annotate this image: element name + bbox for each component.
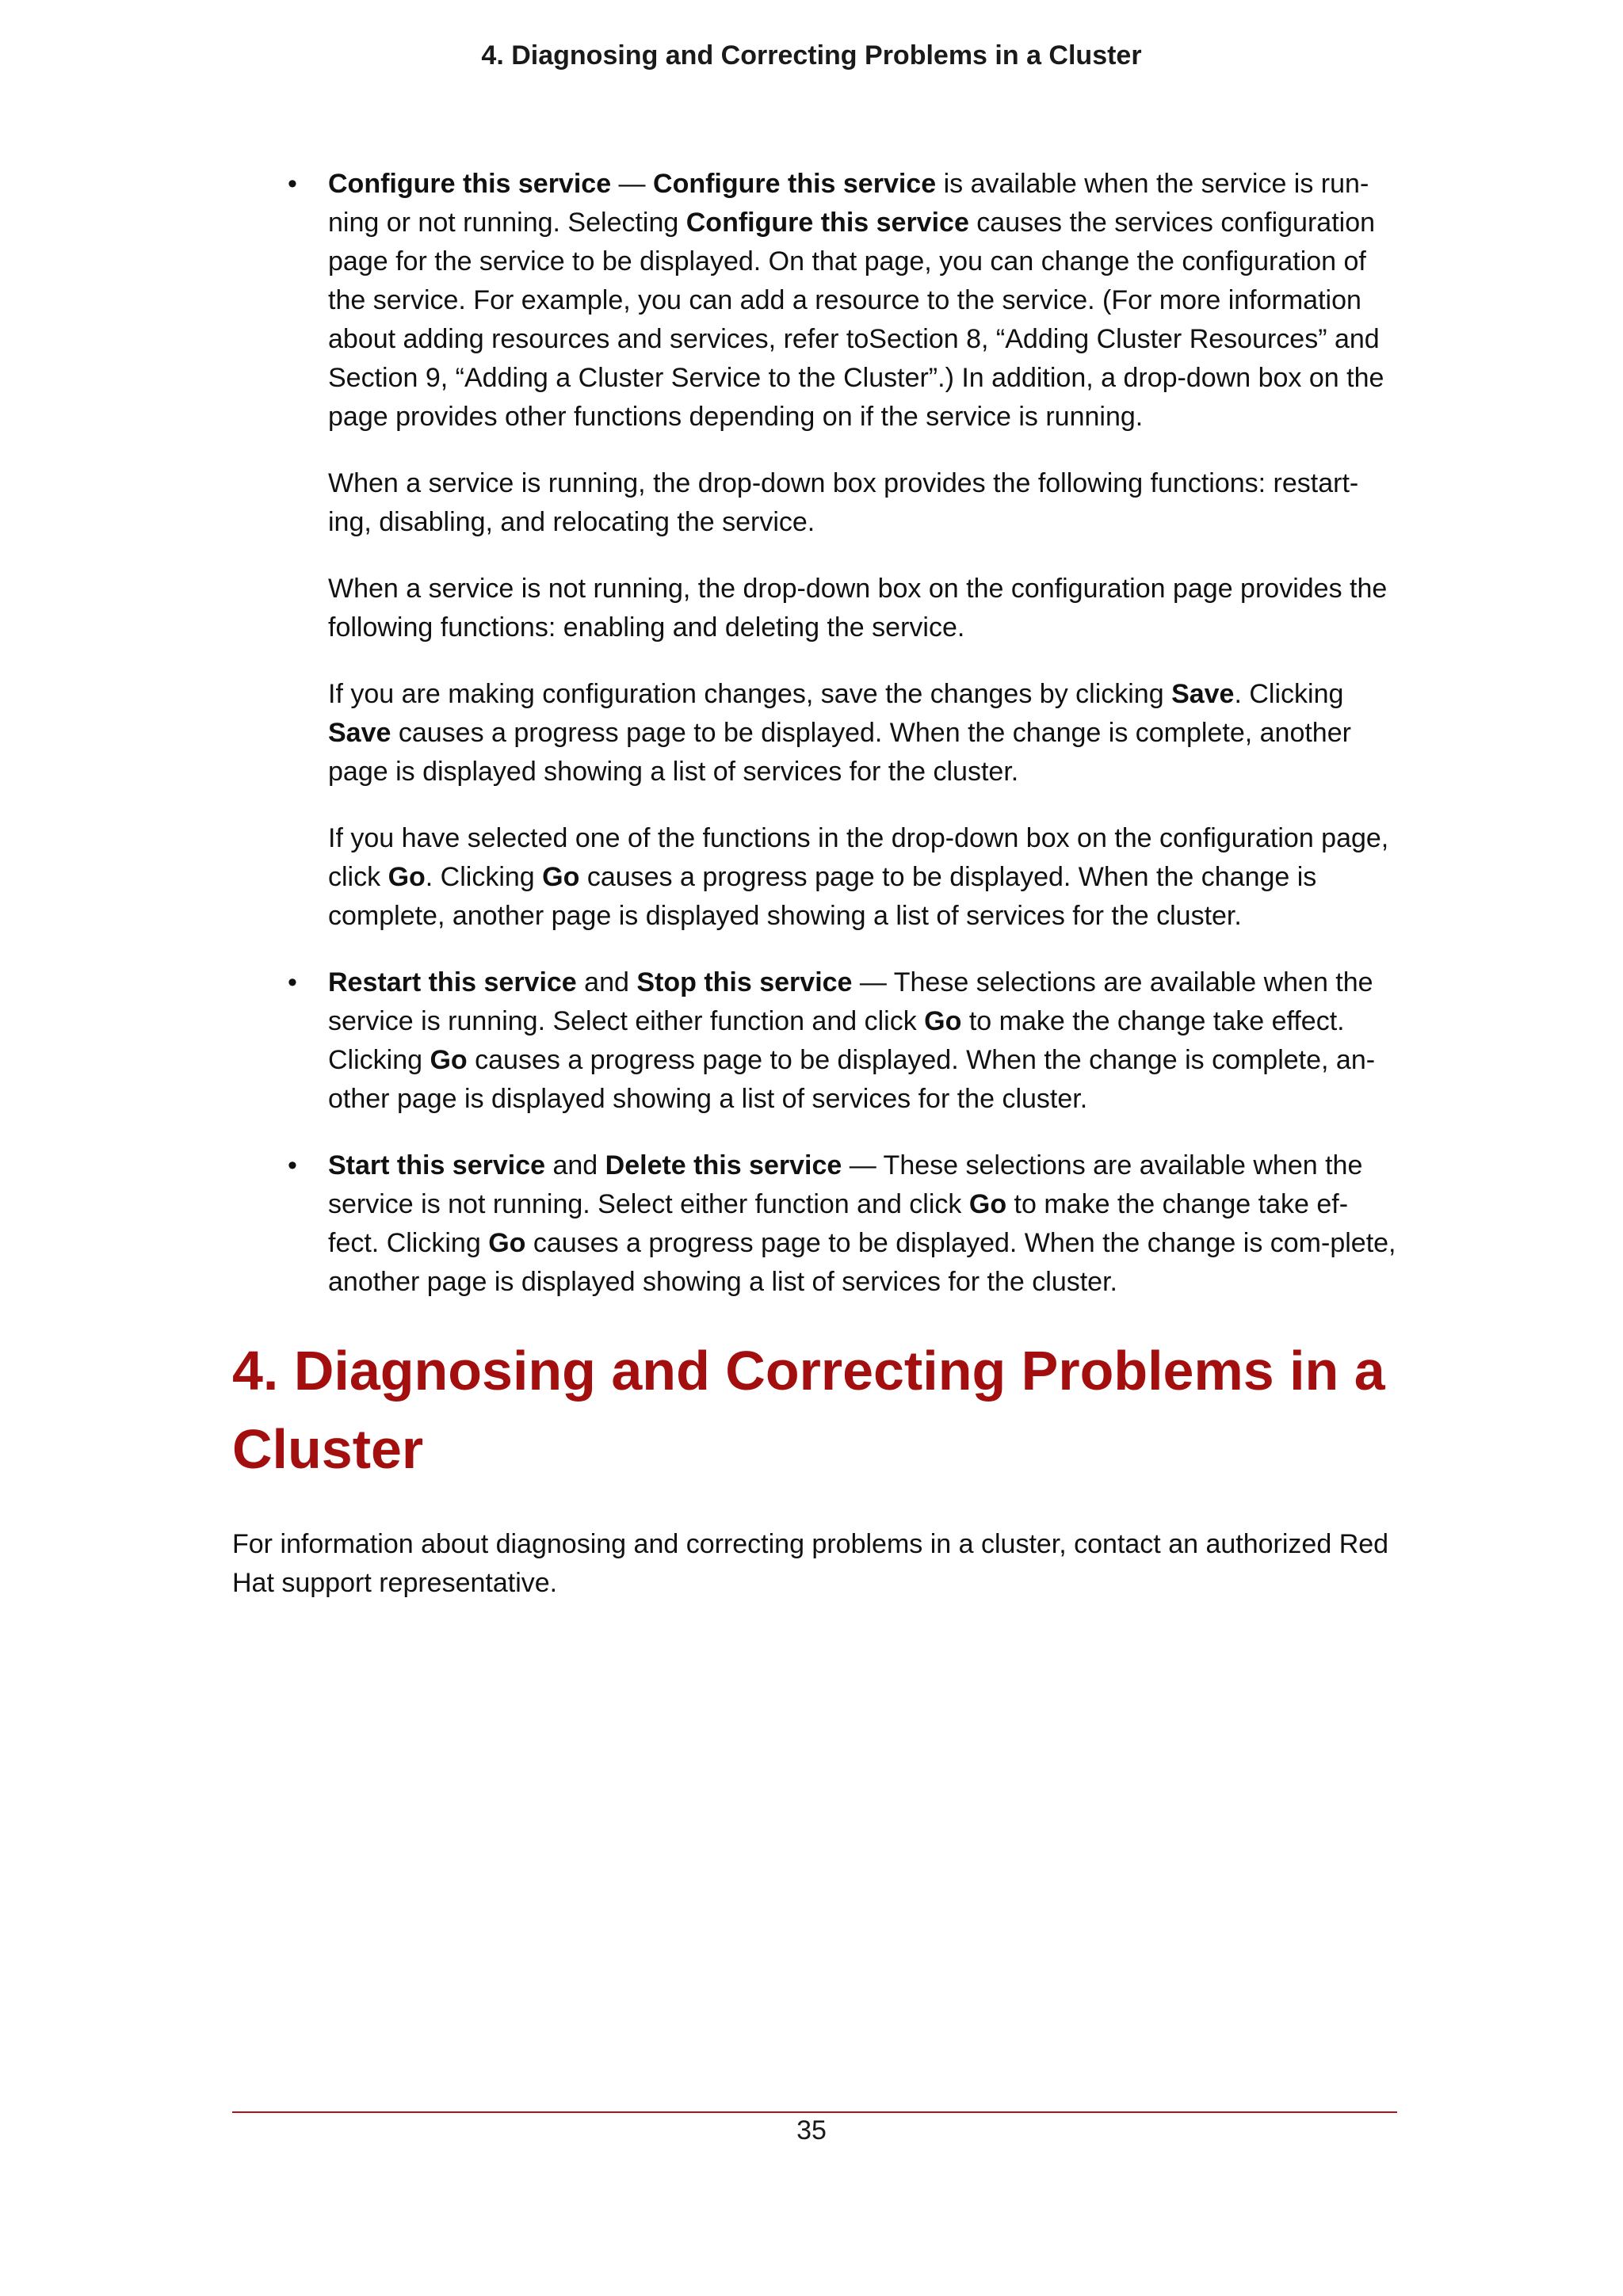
text-run: . Clicking [1234,679,1344,709]
footer-divider [232,2111,1397,2113]
term-configure-service: Configure this service [685,208,969,238]
term-restart-service: Restart this service [328,967,577,997]
list-item-start-delete-service [232,1146,1397,1302]
text-run: causes a progress page to be displayed. When the change is com-plete, another page is displayed showing a list of services for the cluster. [328,1228,1396,1297]
text-run: causes a progress page to be displayed. When the change is complete, another page is displayed showing a list of services for the cluster. [328,718,1351,787]
dash-separator: — [611,169,654,199]
restart-stop-description [328,963,1397,1119]
text-run: causes the services configuration page for the service to be displayed. On that page, you can change the configuration of the service. For example, you can add a resource to the service. (For more information about adding resources and services, refer toSection 8, “Adding Cluster Resources” and Section 9, “Adding a Cluster Service to the Cluster”.) In addition, a drop-down box on the page provides other functions depending on if the service is running. [328,208,1384,432]
text-run: and [545,1150,605,1180]
go-function-paragraph [328,819,1397,936]
term-go: Go [542,862,580,892]
section-paragraph: For information about diagnosing and correcting problems in a cluster, contact an authorized Red Hat support representative. [232,1529,1389,1598]
save-changes-paragraph [328,675,1397,791]
page-number: 35 [796,2115,827,2145]
term-start-service: Start this service [328,1150,546,1180]
term-stop-service: Stop this service [636,967,853,997]
term-configure-service: Configure this service [328,169,612,199]
service-actions-list [232,165,1397,1302]
running-header: 4. Diagnosing and Correcting Problems in a Cluster [481,40,1142,71]
text-run: causes a progress page to be displayed. When the change is complete, another page is displayed showing a list of services for the cluster. [328,862,1317,931]
text-run: If you are making configuration changes, save the changes by clicking [328,679,1172,709]
term-go: Go [430,1045,468,1075]
term-save: Save [1171,679,1235,709]
list-item-configure-service [232,165,1397,936]
start-delete-description [328,1146,1397,1302]
bullet-icon: • [288,1150,297,1180]
text-run: — These selections are available when the service is not running. Select either function and click [328,1150,1363,1219]
bullet-icon: • [288,967,297,997]
text-run: to make the change take ef-fect. Clicking [328,1189,1349,1258]
text-run: causes a progress page to be displayed. When the change is complete, an-other page is displayed showing a list of services for the cluster. [328,1045,1376,1114]
list-item-restart-stop-service [232,963,1397,1119]
text-run: — These selections are available when the service is running. Select either function and click [328,967,1373,1036]
section-heading: 4. Diagnosing and Correcting Problems in a Cluster [232,1340,1385,1480]
term-go: Go [488,1228,526,1258]
term-go: Go [388,862,426,892]
bullet-icon: • [288,169,297,199]
term-save: Save [328,718,391,748]
term-configure-service: Configure this service [653,169,937,199]
not-running-functions-paragraph: When a service is not running, the drop-down box on the configuration page provides the following functions: enabling and deleting the service. [328,574,1388,643]
term-go: Go [924,1006,962,1036]
text-run: is available when the service is run-ning or not running. Selecting [328,169,1369,238]
text-run: If you have selected one of the functions in the drop-down box on the configuration page, click [328,823,1389,892]
text-run: to make the change take effect. Clicking [328,1006,1345,1075]
running-functions-paragraph: When a service is running, the drop-down box provides the following functions: restart-ing, disabling, and relocating the service. [328,468,1359,537]
page-content [232,165,1397,1603]
text-run: and [576,967,637,997]
term-go: Go [968,1189,1007,1219]
configure-service-description [328,165,1397,437]
text-run: . Clicking [425,862,543,892]
term-delete-service: Delete this service [605,1150,842,1180]
